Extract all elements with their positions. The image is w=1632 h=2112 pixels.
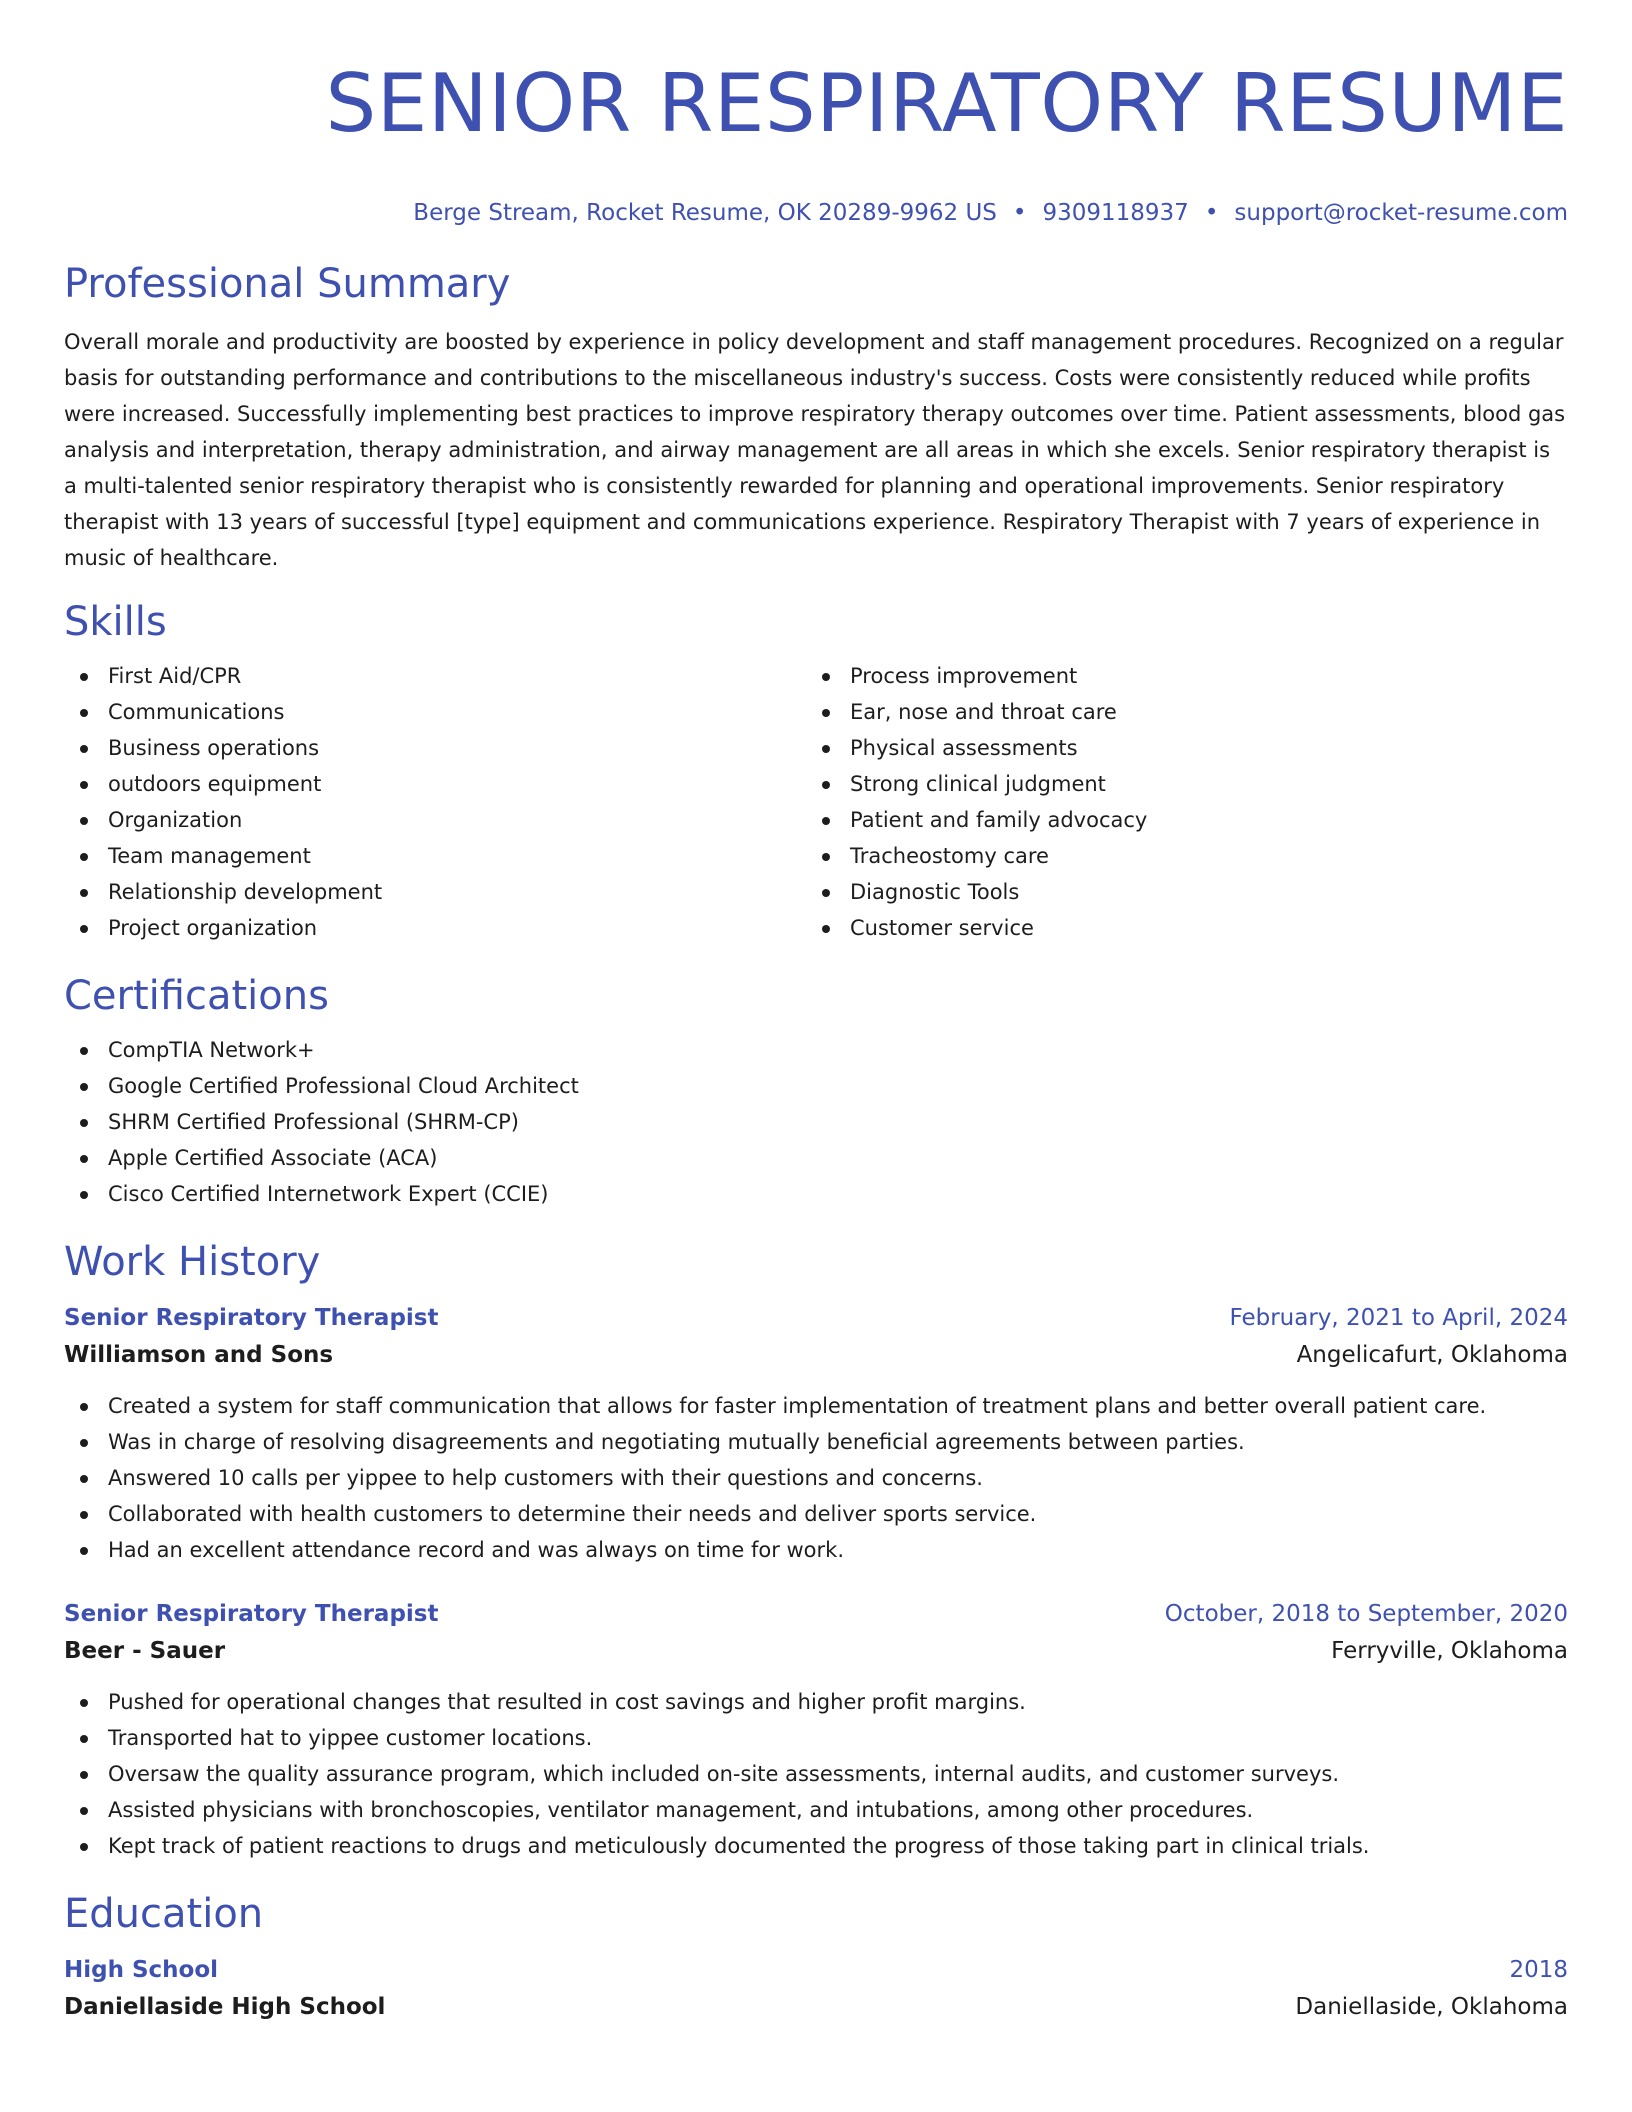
job-bullet: Created a system for staff communication that allows for faster implementation of treatment plans and better overall patient care. xyxy=(64,1388,1568,1424)
section-title-summary: Professional Summary xyxy=(64,261,511,307)
contact-separator: • xyxy=(1204,200,1219,226)
contact-separator: • xyxy=(1012,200,1027,226)
professional-summary-section xyxy=(64,260,1568,576)
certification-item: CompTIA Network+ xyxy=(64,1032,1568,1068)
resume-header xyxy=(64,58,1568,228)
education-entry xyxy=(64,1952,1568,2026)
certification-item: Cisco Certified Internetwork Expert (CCIE) xyxy=(64,1176,1568,1212)
skills-columns xyxy=(64,658,1568,946)
education-degree: High School xyxy=(64,1957,219,1983)
skill-item: Organization xyxy=(64,802,806,838)
job-bullet: Transported hat to yippee customer locations. xyxy=(64,1720,1568,1756)
skill-item: Diagnostic Tools xyxy=(806,874,1548,910)
skill-item: Team management xyxy=(64,838,806,874)
job-bullet: Collaborated with health customers to determine their needs and deliver sports service. xyxy=(64,1496,1568,1532)
summary-text: Overall morale and productivity are boosted by experience in policy development and staff management procedures. Recognized on a regular basis for outstanding performance and contributions to the miscellaneous industry's success. Costs were consistently reduced while profits were increased. Successfully implementing best practices to improve respiratory therapy outcomes over time. Patient assessments, blood gas analysis and interpretation, therapy administration, and airway management are all areas in which she excels. Senior respiratory therapist is a multi-talented senior respiratory therapist who is consistently rewarded for planning and operational improvements. Senior respiratory therapist with 13 years of successful [type] equipment and communications experience. Respiratory Therapist with 7 years of experience in music of healthcare. xyxy=(64,330,1566,570)
skill-item: Communications xyxy=(64,694,806,730)
certifications-list xyxy=(64,1032,1568,1212)
work-history-section xyxy=(64,1238,1568,1864)
job-bullet: Was in charge of resolving disagreements and negotiating mutually beneficial agreements between parties. xyxy=(64,1424,1568,1460)
skill-item: Relationship development xyxy=(64,874,806,910)
education-location: Daniellaside, Oklahoma xyxy=(1295,1994,1568,2020)
contact-address: Berge Stream, Rocket Resume, OK 20289-9962 US xyxy=(413,200,997,226)
job-bullet: Had an excellent attendance record and was always on time for work. xyxy=(64,1532,1568,1568)
job-company-row xyxy=(64,1336,1568,1374)
job-bullet: Assisted physicians with bronchoscopies, ventilator management, and intubations, among other procedures. xyxy=(64,1792,1568,1828)
job-company-row xyxy=(64,1632,1568,1670)
skill-item: Patient and family advocacy xyxy=(806,802,1548,838)
skill-item: Ear, nose and throat care xyxy=(806,694,1548,730)
section-title-work-history: Work History xyxy=(64,1239,321,1285)
section-title-skills: Skills xyxy=(64,599,167,645)
education-header-row xyxy=(64,1952,1568,1988)
job-dates: October, 2018 to September, 2020 xyxy=(1164,1601,1568,1627)
job-header-row xyxy=(64,1300,1568,1336)
section-title-education: Education xyxy=(64,1891,264,1937)
job-company: Beer - Sauer xyxy=(64,1638,226,1664)
certification-item: Google Certified Professional Cloud Architect xyxy=(64,1068,1568,1104)
skill-item: Customer service xyxy=(806,910,1548,946)
job-title: Senior Respiratory Therapist xyxy=(64,1601,439,1627)
skills-list-left xyxy=(64,658,806,946)
skill-item: Physical assessments xyxy=(806,730,1548,766)
job-dates: February, 2021 to April, 2024 xyxy=(1229,1305,1568,1331)
contact-phone[interactable]: 9309118937 xyxy=(1042,200,1189,226)
certifications-section xyxy=(64,972,1568,1212)
job-bullet: Oversaw the quality assurance program, which included on-site assessments, internal audits, and customer surveys. xyxy=(64,1756,1568,1792)
job-entry xyxy=(64,1300,1568,1568)
skill-item: Business operations xyxy=(64,730,806,766)
job-bullet: Kept track of patient reactions to drugs and meticulously documented the progress of those taking part in clinical trials. xyxy=(64,1828,1568,1864)
skill-item: Strong clinical judgment xyxy=(806,766,1548,802)
job-bullet-list xyxy=(64,1388,1568,1568)
job-title: Senior Respiratory Therapist xyxy=(64,1305,439,1331)
job-company: Williamson and Sons xyxy=(64,1342,334,1368)
skills-list-right xyxy=(806,658,1548,946)
job-header-row xyxy=(64,1596,1568,1632)
job-location: Angelicafurt, Oklahoma xyxy=(1296,1342,1568,1368)
skill-item: outdoors equipment xyxy=(64,766,806,802)
job-bullet: Answered 10 calls per yippee to help customers with their questions and concerns. xyxy=(64,1460,1568,1496)
skill-item: Tracheostomy care xyxy=(806,838,1548,874)
skill-item: Process improvement xyxy=(806,658,1548,694)
job-bullet: Pushed for operational changes that resulted in cost savings and higher profit margins. xyxy=(64,1684,1568,1720)
skills-section xyxy=(64,598,1568,946)
contact-email[interactable]: support@rocket-resume.com xyxy=(1234,200,1568,226)
education-year: 2018 xyxy=(1509,1957,1568,1983)
job-location: Ferryville, Oklahoma xyxy=(1331,1638,1568,1664)
certification-item: Apple Certified Associate (ACA) xyxy=(64,1140,1568,1176)
section-title-certifications: Certifications xyxy=(64,973,329,1019)
education-school-row xyxy=(64,1988,1568,2026)
certification-item: SHRM Certified Professional (SHRM-CP) xyxy=(64,1104,1568,1140)
contact-line xyxy=(64,198,1568,228)
skill-item: First Aid/CPR xyxy=(64,658,806,694)
job-entry xyxy=(64,1596,1568,1864)
education-school: Daniellaside High School xyxy=(64,1994,386,2020)
resume-title: SENIOR RESPIRATORY RESUME xyxy=(325,57,1568,150)
skill-item: Project organization xyxy=(64,910,806,946)
education-section xyxy=(64,1890,1568,2026)
job-bullet-list xyxy=(64,1684,1568,1864)
